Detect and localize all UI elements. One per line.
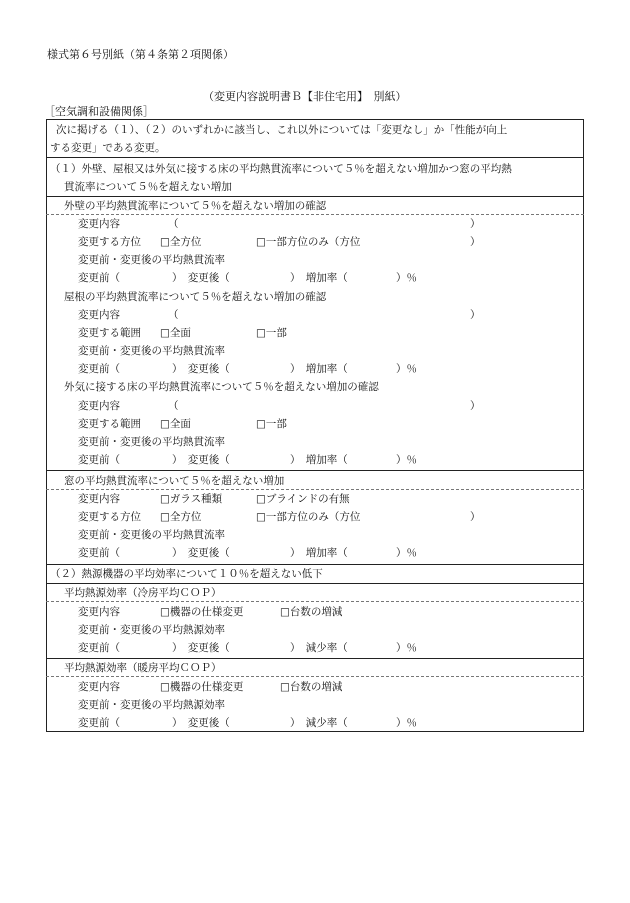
roof-before-field[interactable]: 変更前（ [78,363,120,375]
window-part-direction-checkbox[interactable]: □一部方位のみ（方位 [256,511,361,523]
roof-after-field[interactable]: ） 変更後（ [172,363,230,375]
cooling-values-label: 変更前・変更後の平均熱源効率 [78,624,225,636]
heating-before-field[interactable]: 変更前（ [78,717,120,729]
roof-heading: 屋根の平均熱貫流率について５％を超えない増加の確認 [64,291,327,303]
floor-rate-field[interactable]: ） 増加率（ [290,454,348,466]
cooling-after-field[interactable]: ） 変更後（ [172,642,230,654]
window-all-direction-checkbox[interactable]: □全方位 [160,511,202,523]
window-heading: 窓の平均熱貫流率について５％を超えない増加 [64,475,285,487]
wall-rate-unit: ）％ [396,272,417,284]
heating-after-field[interactable]: ） 変更後（ [172,717,230,729]
intro-line: 次に掲げる（１）、（２）のいずれかに該当し、これ以外については「変更なし」か「性能が向上 [56,124,508,136]
cooling-spec-checkbox[interactable]: □機器の仕様変更 [160,606,244,618]
wall-rate-field[interactable]: ） 増加率（ [290,272,348,284]
wall-content-label: 変更内容 [78,218,120,230]
cooling-before-field[interactable]: 変更前（ [78,642,120,654]
roof-content-label: 変更内容 [78,309,120,321]
wall-content-field[interactable]: （ [168,218,179,230]
heating-content-label: 変更内容 [78,681,120,693]
cooling-rate-unit: ）％ [396,642,417,654]
roof-range-label: 変更する範囲 [78,327,141,339]
floor-content-field-end: ） [470,400,481,412]
document-title: （変更内容説明書Ｂ【非住宅用】 別紙） [203,90,407,103]
roof-content-field[interactable]: （ [168,309,179,321]
heating-rate-unit: ）％ [396,717,417,729]
wall-after-field[interactable]: ） 変更後（ [172,272,230,284]
window-rate-field[interactable]: ） 増加率（ [290,547,348,559]
roof-values-label: 変更前・変更後の平均熱貫流率 [78,345,225,357]
heating-values-label: 変更前・変更後の平均熱源効率 [78,699,225,711]
floor-part-checkbox[interactable]: □一部 [256,418,287,430]
floor-range-label: 変更する範囲 [78,418,141,430]
window-glass-checkbox[interactable]: □ガラス種類 [160,493,223,505]
window-content-label: 変更内容 [78,493,120,505]
wall-content-field-end: ） [470,218,481,230]
wall-values-label: 変更前・変更後の平均熱貫流率 [78,254,225,266]
roof-part-checkbox[interactable]: □一部 [256,327,287,339]
cooling-count-checkbox[interactable]: □台数の増減 [280,606,343,618]
floor-content-field[interactable]: （ [168,400,179,412]
section-label: ［空気調和設備関係］ [44,105,154,118]
separator [46,157,584,158]
cooling-content-label: 変更内容 [78,606,120,618]
floor-rate-unit: ）％ [396,454,417,466]
heating-count-checkbox[interactable]: □台数の増減 [280,681,343,693]
wall-all-direction-checkbox[interactable]: □全方位 [160,236,202,248]
heating-spec-checkbox[interactable]: □機器の仕様変更 [160,681,244,693]
window-direction-field-end: ） [470,511,481,523]
intro-line: する変更」である変更。 [50,142,166,154]
window-values-label: 変更前・変更後の平均熱貫流率 [78,529,225,541]
form-number-label: 様式第６号別紙（第４条第２項関係） [47,48,234,61]
window-after-field[interactable]: ） 変更後（ [172,547,230,559]
separator [46,470,584,471]
window-direction-label: 変更する方位 [78,511,141,523]
roof-content-field-end: ） [470,309,481,321]
floor-all-checkbox[interactable]: □全面 [160,418,191,430]
roof-rate-field[interactable]: ） 増加率（ [290,363,348,375]
heating-rate-field[interactable]: ） 減少率（ [290,717,348,729]
window-before-field[interactable]: 変更前（ [78,547,120,559]
cooling-heading: 平均熱源効率（冷房平均ＣＯＰ） [64,587,222,599]
part1-heading: （１）外壁、屋根又は外気に接する床の平均熱貫流率について５％を超えない増加かつ窓の平均熱 [50,163,512,175]
wall-before-field[interactable]: 変更前（ [78,272,120,284]
part1-heading-cont: 貫流率について５％を超えない増加 [64,181,232,193]
cooling-rate-field[interactable]: ） 減少率（ [290,642,348,654]
window-rate-unit: ）％ [396,547,417,559]
wall-part-direction-checkbox[interactable]: □一部方位のみ（方位 [256,236,361,248]
roof-all-checkbox[interactable]: □全面 [160,327,191,339]
wall-direction-field-end: ） [470,236,481,248]
roof-rate-unit: ）％ [396,363,417,375]
floor-heading: 外気に接する床の平均熱貫流率について５％を超えない増加の確認 [64,381,379,393]
floor-content-label: 変更内容 [78,400,120,412]
floor-before-field[interactable]: 変更前（ [78,454,120,466]
part2-heading: （２）熱源機器の平均効率について１０％を超えない低下 [50,568,323,580]
wall-heading: 外壁の平均熱貫流率について５％を超えない増加の確認 [64,200,327,212]
floor-values-label: 変更前・変更後の平均熱貫流率 [78,436,225,448]
wall-direction-label: 変更する方位 [78,236,141,248]
floor-after-field[interactable]: ） 変更後（ [172,454,230,466]
heating-heading: 平均熱源効率（暖房平均ＣＯＰ） [64,662,222,674]
window-blind-checkbox[interactable]: □ブラインドの有無 [256,493,350,505]
